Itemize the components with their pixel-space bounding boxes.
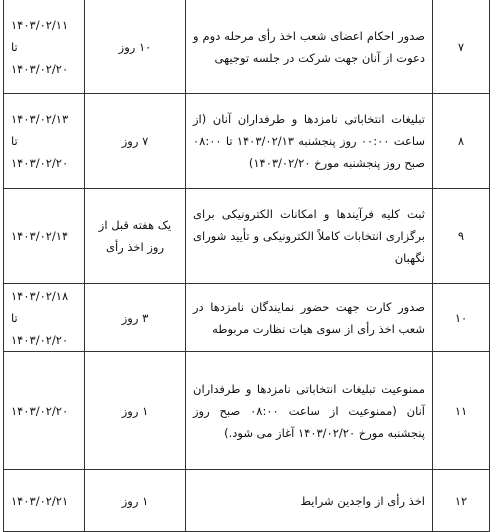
row-duration: ۳ روز: [85, 284, 186, 352]
row-description: اخذ رأی از واجدین شرایط: [186, 470, 433, 532]
row-dates: ۱۴۰۳/۰۲/۲۰: [4, 352, 85, 470]
table-row: [4, 470, 490, 532]
row-number: ۹: [433, 189, 490, 284]
row-number: ۱۰: [433, 284, 490, 352]
row-duration: ۱ روز: [85, 352, 186, 470]
row-duration: ۱ روز: [85, 470, 186, 532]
row-number: ۸: [433, 94, 490, 189]
row-duration: یک هفته قبل از روز اخذ رأی: [85, 189, 186, 284]
table-row: [4, 1, 490, 94]
row-dates: ۱۴۰۳/۰۲/۱۸ تا ۱۴۰۳/۰۲/۲۰: [4, 284, 85, 352]
row-duration: ۷ روز: [85, 94, 186, 189]
table-row: [4, 352, 490, 470]
row-number: ۱۲: [433, 470, 490, 532]
row-dates: ۱۴۰۳/۰۲/۲۱: [4, 470, 85, 532]
row-dates: ۱۴۰۳/۰۲/۱۱ تا ۱۴۰۳/۰۲/۲۰: [4, 1, 85, 94]
row-description: ثبت کلیه فرآیندها و امکانات الکترونیکی برای برگزاری انتخابات کاملاً الکترونیکی و تأیید شورای نگهبان: [186, 189, 433, 284]
row-description: ممنوعیت تبلیغات انتخاباتی نامزدها و طرفداران آنان (ممنوعیت از ساعت ۰۸:۰۰ صبح روز پنجشنبه مورخ ۱۴۰۳/۰۲/۲۰ آغاز می شود.): [186, 352, 433, 470]
row-dates: ۱۴۰۳/۰۲/۱۳ تا ۱۴۰۳/۰۲/۲۰: [4, 94, 85, 189]
row-number: ۷: [433, 1, 490, 94]
table-row: [4, 284, 490, 352]
election-schedule-table: [3, 0, 490, 532]
row-description: تبلیغات انتخاباتی نامزدها و طرفداران آنان (از ساعت ۰۰:۰۰ روز پنجشنبه ۱۴۰۳/۰۲/۱۳ تا ۰۸:۰۰ صبح روز پنجشنبه مورخ ۱۴۰۳/۰۲/۲۰): [186, 94, 433, 189]
row-description: صدور احکام اعضای شعب اخذ رأی مرحله دوم و دعوت از آنان جهت شرکت در جلسه توجیهی: [186, 1, 433, 94]
row-duration: ۱۰ روز: [85, 1, 186, 94]
row-description: صدور کارت جهت حضور نمایندگان نامزدها در شعب اخذ رأی از سوی هیات نظارت مربوطه: [186, 284, 433, 352]
row-dates: ۱۴۰۳/۰۲/۱۴: [4, 189, 85, 284]
row-number: ۱۱: [433, 352, 490, 470]
table-row: [4, 189, 490, 284]
table-row: [4, 94, 490, 189]
